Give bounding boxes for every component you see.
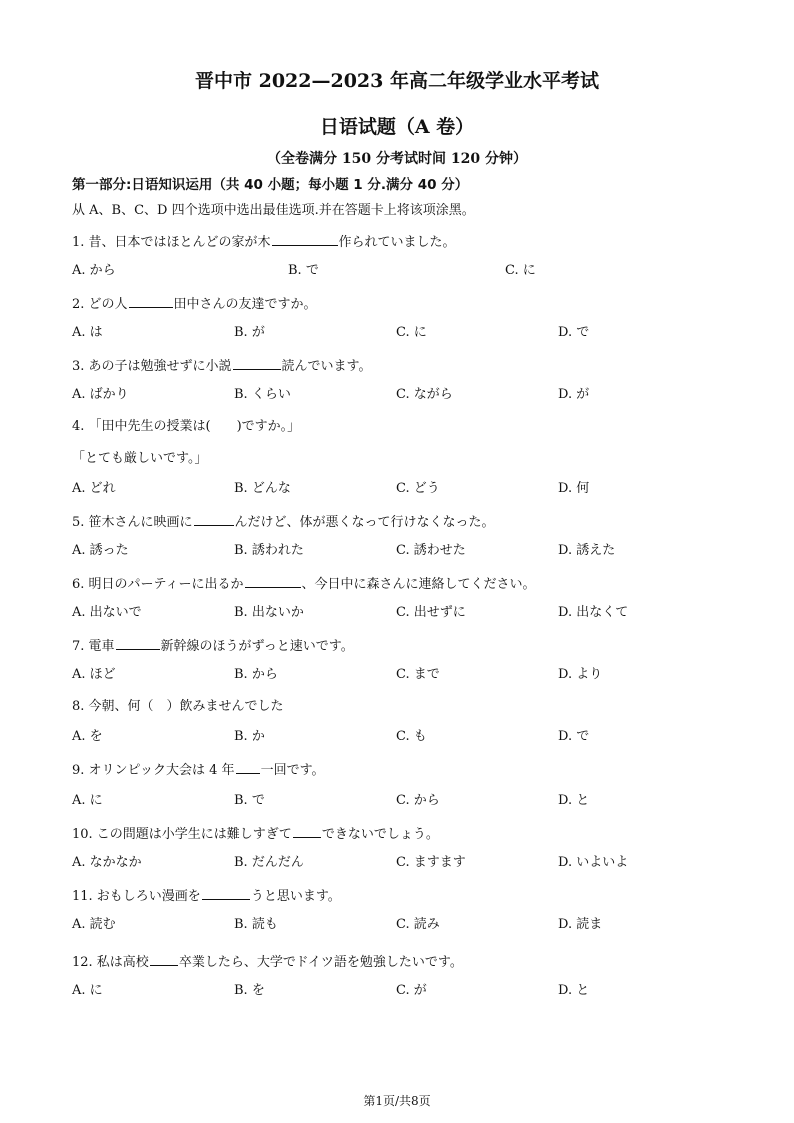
option-d[interactable]: D. いよいよ <box>558 855 629 870</box>
option-b[interactable]: B. 出ないか <box>234 605 304 620</box>
option-a[interactable]: A. に <box>72 793 103 808</box>
option-c[interactable]: C. も <box>396 729 427 744</box>
option-b[interactable]: B. くらい <box>234 387 291 402</box>
question-4 <box>72 418 300 436</box>
option-b[interactable]: B. だんだん <box>234 855 304 870</box>
option-a[interactable]: A. ほど <box>72 667 116 682</box>
option-d[interactable]: D. が <box>558 387 590 402</box>
question-text: 10. この問題は小学生には難しすぎて <box>72 827 292 842</box>
option-b[interactable]: B. で <box>288 263 319 278</box>
option-c[interactable]: C. に <box>396 325 427 340</box>
question-9 <box>72 760 325 780</box>
question-text: 12. 私は高校 <box>72 955 149 970</box>
question-text-after-blank: んだけど、体が悪くなって行けなくなった。 <box>234 515 495 530</box>
option-c[interactable]: C. 誘わせた <box>396 543 466 558</box>
answer-blank <box>202 886 250 900</box>
option-a[interactable]: A. 読む <box>72 917 116 932</box>
option-d[interactable]: D. 何 <box>558 481 590 496</box>
option-b[interactable]: B. が <box>234 325 265 340</box>
option-a[interactable]: A. なかなか <box>72 855 142 870</box>
option-c[interactable]: C. どう <box>396 481 440 496</box>
question-1 <box>72 232 456 252</box>
option-d[interactable]: D. で <box>558 729 590 744</box>
option-b[interactable]: B. か <box>234 729 265 744</box>
question-text-after-blank: 作られていました。 <box>338 235 456 250</box>
option-b[interactable]: B. を <box>234 983 265 998</box>
option-d[interactable]: D. 誘えた <box>558 543 616 558</box>
option-c[interactable]: C. まで <box>396 667 440 682</box>
option-c[interactable]: C. 出せずに <box>396 605 466 620</box>
question-text: 9. オリンピック大会は 4 年 <box>72 763 235 778</box>
option-a[interactable]: A. を <box>72 729 103 744</box>
question-text: 5. 笹木さんに映画に <box>72 515 193 530</box>
option-b[interactable]: B. どんな <box>234 481 291 496</box>
question-10 <box>72 824 439 844</box>
option-d[interactable]: D. より <box>558 667 603 682</box>
question-text-after-blank: 卒業したら、大学でドイツ語を勉強したいです。 <box>178 955 463 970</box>
question-6 <box>72 574 536 594</box>
answer-blank <box>233 356 281 370</box>
question-text-after-blank: 一回です。 <box>260 763 325 778</box>
option-b[interactable]: B. 読も <box>234 917 278 932</box>
question-text-after-blank: できないでしょう。 <box>321 827 439 842</box>
question-text: 7. 電車 <box>72 639 115 654</box>
question-3 <box>72 356 372 376</box>
question-11 <box>72 886 341 906</box>
option-c[interactable]: C. から <box>396 793 440 808</box>
option-d[interactable]: D. と <box>558 983 590 998</box>
question-2 <box>72 294 317 314</box>
answer-blank <box>272 232 338 246</box>
option-c[interactable]: C. 読み <box>396 917 440 932</box>
page-number: 第1页/共8页 <box>363 1094 431 1108</box>
question-text: 4. 「田中先生の授業は( )ですか。」 <box>72 419 301 434</box>
question-text-after-blank: 新幹線のほうがずっと速いです。 <box>160 639 354 654</box>
option-a[interactable]: A. は <box>72 325 103 340</box>
option-a[interactable]: A. から <box>72 263 116 278</box>
question-text: 3. あの子は勉強せずに小説 <box>72 359 232 374</box>
option-d[interactable]: D. で <box>558 325 590 340</box>
option-d[interactable]: D. 出なくて <box>558 605 629 620</box>
option-c[interactable]: C. ながら <box>396 387 453 402</box>
exam-title: 晋中市 2022—2023 年高二年级学业水平考试 <box>195 70 599 92</box>
option-c[interactable]: C. に <box>505 263 536 278</box>
question-text: 1. 昔、日本ではほとんどの家が木 <box>72 235 271 250</box>
option-a[interactable]: A. に <box>72 983 103 998</box>
question-text: 2. どの人 <box>72 297 128 312</box>
section-title: 第一部分:日语知识运用（共 40 小题；每小题 1 分.满分 40 分） <box>72 177 469 193</box>
option-a[interactable]: A. 出ないで <box>72 605 142 620</box>
option-c[interactable]: C. が <box>396 983 427 998</box>
exam-meta: （全卷满分 150 分考试时间 120 分钟） <box>267 151 527 167</box>
question-8 <box>72 698 284 716</box>
question-5 <box>72 512 495 532</box>
option-d[interactable]: D. 読ま <box>558 917 603 932</box>
section-instruction: 从 A、B、C、D 四个选项中选出最佳选项.并在答题卡上将该项涂黑。 <box>72 203 475 218</box>
answer-blank <box>194 512 234 526</box>
answer-blank <box>116 636 160 650</box>
option-a[interactable]: A. どれ <box>72 481 116 496</box>
option-b[interactable]: B. で <box>234 793 265 808</box>
question-text: 8. 今朝、何（ ）飲みませんでした <box>72 699 284 714</box>
option-b[interactable]: B. 誘われた <box>234 543 304 558</box>
question-text-after-blank: 田中さんの友達ですか。 <box>173 297 317 312</box>
question-text-after-blank: 読んでいます。 <box>281 359 372 374</box>
question-text-after-blank: うと思います。 <box>250 889 341 904</box>
question-text: 11. おもしろい漫画を <box>72 889 201 904</box>
option-d[interactable]: D. と <box>558 793 590 808</box>
question-text-after-blank: 、今日中に森さんに連絡してください。 <box>301 577 536 592</box>
question-response-line: 「とても厳しいです。」 <box>72 451 208 466</box>
answer-blank <box>293 824 321 838</box>
option-c[interactable]: C. ますます <box>396 855 466 870</box>
question-7 <box>72 636 354 656</box>
answer-blank <box>236 760 260 774</box>
question-12 <box>72 952 463 972</box>
answer-blank <box>150 952 178 966</box>
answer-blank <box>129 294 173 308</box>
option-b[interactable]: B. から <box>234 667 278 682</box>
option-a[interactable]: A. ばかり <box>72 387 129 402</box>
exam-subtitle: 日语试题（A 卷） <box>319 116 475 138</box>
question-text: 6. 明日のパーティーに出るか <box>72 577 244 592</box>
option-a[interactable]: A. 誘った <box>72 543 129 558</box>
answer-blank <box>245 574 301 588</box>
